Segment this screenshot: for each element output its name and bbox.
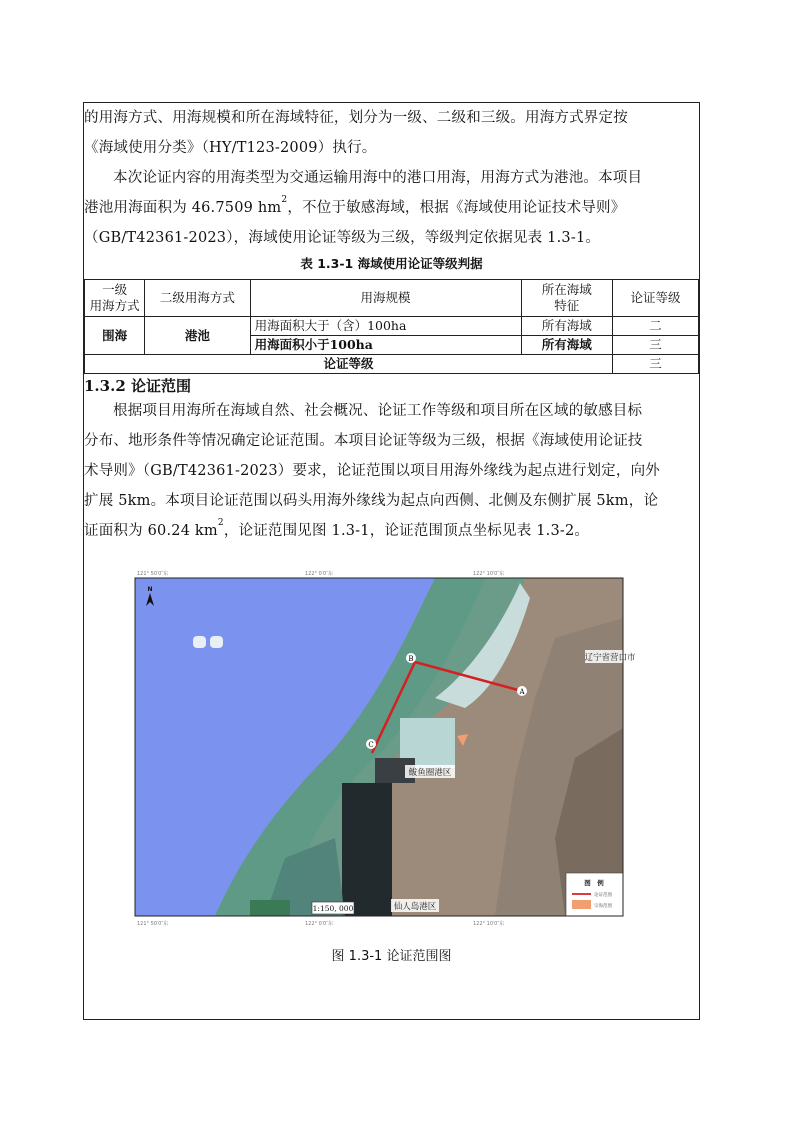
table-cell: 三 [612,355,698,374]
map-scale: 1:150, 000 [312,904,354,913]
text-span: 证面积为 60.24 km [84,523,218,539]
text-line [84,193,625,223]
legend-title: 图 例 [584,879,604,887]
text-span: ，不位于敏感海域，根据《海域使用论证技术导则》 [287,200,626,216]
text-line: 《海域使用分类》（HY/T123-2009）执行。 [84,140,377,156]
header-text: 一级 [102,282,128,297]
city-label: 辽宁省营口市 [584,653,636,663]
text-line: 术导则》（GB/T42361-2023）要求，论证范围以项目用海外缘线为起点进行划定，向外 [84,463,660,479]
header-cell: 论证等级 [612,280,698,317]
table-cell: 所有海域 [521,317,612,336]
text-line [84,516,589,546]
table-row [85,317,699,336]
header-cell: 二级用海方式 [145,280,250,317]
map-tick-label: 122° 0′0″东 [305,921,333,927]
map-tick-label: 122° 0′0″东 [305,571,333,577]
text-span: 港池用海面积为 46.7509 hm [84,200,282,216]
point-b-label: B [408,655,414,663]
map-tick-label: 122° 10′0″东 [473,921,505,927]
text-line: 扩展 5km。本项目论证范围以码头用海外缘线为起点向西侧、北侧及东侧扩展 5km，论 [84,493,659,509]
text-span: ，论证范围见图 1.3-1，论证范围顶点坐标见表 1.3-2。 [223,523,590,539]
map-tick-label: 121° 50′0″东 [137,921,169,927]
header-text: 所在海域 [541,282,592,297]
text-line: （GB/T42361-2023），海域使用论证等级为三级，等级判定依据见表 1.3-1。 [84,230,601,246]
table-cell: 三 [612,336,698,355]
grade-table [84,279,699,374]
islet [193,636,206,648]
header-text: 用海方式 [89,298,140,313]
table-cell: 所有海域 [521,336,612,355]
table-cell: 论证等级 [85,355,613,374]
port-basin [342,783,392,916]
point-c-label: C [368,741,374,749]
north-label: N [147,586,153,593]
text-line: 分布、地形条件等情况确定论证范围。本项目论证等级为三级，根据《海域使用论证技 [84,433,643,449]
header-cell [85,280,145,317]
text-line: 的用海方式、用海规模和所在海域特征，划分为一级、二级和三级。用海方式界定按 [84,110,628,126]
figure-caption: 图 1.3-1 论证范围图 [331,949,452,964]
table-cell: 二 [612,317,698,336]
table-caption: 表 1.3-1 海域使用论证等级判据 [300,256,483,271]
legend-item-label: 论证范围 [594,893,612,898]
table-footer-row [85,355,699,374]
section-heading: 1.3.2 论证范围 [84,377,191,395]
islet [210,636,223,648]
port-area-label: 仙人岛港区 [393,902,437,912]
text-line: 根据项目用海所在海域自然、社会概况、论证工作等级和项目所在区域的敏感目标 [113,403,643,419]
table-cell: 港池 [145,317,250,355]
header-cell: 用海规模 [250,280,521,317]
reclamation-area [250,900,290,916]
port-area-label: 鲅鱼圈港区 [408,768,452,778]
table-cell: 围海 [85,317,145,355]
text-line: 本次论证内容的用海类型为交通运输用海中的港口用海，用海方式为港池。本项目 [113,170,643,186]
point-a-label: A [519,688,525,696]
header-text: 特征 [554,298,580,313]
table-cell: 用海面积大于（含）100ha [250,317,521,336]
header-cell [521,280,612,317]
table-cell: 用海面积小于100ha [250,336,521,355]
document-frame [83,102,700,1020]
superscript: 2 [217,518,224,528]
scope-map [133,569,650,929]
legend-item-label: 宗海范围 [594,904,612,909]
legend-zone-swatch [572,900,591,909]
superscript: 2 [281,195,288,205]
map-tick-label: 122° 10′0″东 [473,571,505,577]
map-tick-label: 121° 50′0″东 [137,571,169,577]
table-header-row [85,280,699,317]
